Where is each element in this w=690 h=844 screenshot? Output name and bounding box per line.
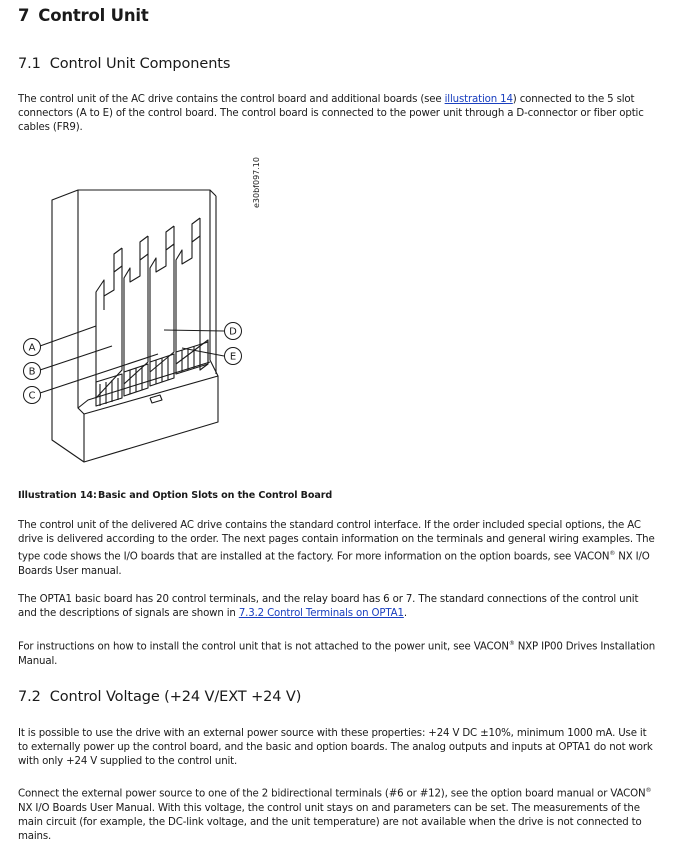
control-board-illustration xyxy=(0,150,300,485)
leader-line-a xyxy=(40,326,96,346)
paragraph-intro xyxy=(18,93,658,136)
chapter-title: Control Unit xyxy=(38,6,149,25)
paragraph-text: NX I/O Boards User Manual. With this voltage, the control unit stays on and parameters can be set. The measurements of the main circuit (for example, the DC-link voltage, and the unit temperature) are not available when the drive is not connected to mains. xyxy=(18,802,642,842)
board-slot-d xyxy=(176,236,200,364)
paragraph-text: It is possible to use the drive with an external power source with these properties: +24 V DC ±10%, minimum 1000 mA. Use it to externally power up the control board, and the basic and option boards. The analog outputs and inputs at OPTA1 do not work with only +24 V supplied to the control unit. xyxy=(18,728,653,768)
housing-outline xyxy=(52,190,218,462)
paragraph-text: For instructions on how to install the control unit that is not attached to the power unit, see VACON xyxy=(18,641,509,653)
chapter-heading xyxy=(18,6,149,25)
section-number: 7.1 xyxy=(18,56,41,72)
paragraph-text: The OPTA1 basic board has 20 control terminals, and the relay board has 6 or 7. The standard connections of the control unit and the descriptions of signals are shown in xyxy=(18,594,639,620)
paragraph-text: The control unit of the AC drive contains the control board and additional boards (see xyxy=(18,94,445,105)
callout-label-d: D xyxy=(229,326,237,338)
paragraph-external-power xyxy=(18,727,658,770)
paragraph-opta1 xyxy=(18,593,658,621)
caption-number: Illustration 14: xyxy=(18,490,97,501)
leader-line-d xyxy=(164,330,224,331)
section-number: 7.2 xyxy=(18,689,41,705)
leader-line-b xyxy=(40,346,112,370)
paragraph-text: NX I/O Boards User manual. xyxy=(18,551,650,577)
slot-connectors xyxy=(96,342,208,406)
callout-label-e: E xyxy=(229,351,237,363)
section-title: Control Voltage (+24 V/EXT +24 V) xyxy=(49,689,302,705)
board-slot-c xyxy=(150,244,174,372)
control-terminals-link[interactable]: 7.3.2 Control Terminals on OPTA1 xyxy=(238,608,404,620)
callout-label-a: A xyxy=(28,342,36,354)
registered-mark: ® xyxy=(645,787,652,794)
paragraph-text: . xyxy=(403,608,407,620)
leader-line-c xyxy=(40,354,158,393)
caption-text: Basic and Option Slots on the Control Board xyxy=(98,490,333,501)
paragraph-control-interface xyxy=(18,519,658,579)
section-title: Control Unit Components xyxy=(49,56,231,72)
paragraph-text: The control unit of the delivered AC drive contains the standard control interface. If the order included special options, the AC drive is delivered according to the order. The next pages contain information on the terminals and general wiring examples. The type code shows the I/O boards that are installed at the factory. For more information on the option boards, see VACON xyxy=(18,520,655,563)
callout-label-b: B xyxy=(28,366,36,378)
section-heading-7-1 xyxy=(18,56,230,72)
figure-code: e30bf097.10 xyxy=(252,157,261,208)
section-heading-7-2 xyxy=(18,689,301,705)
paragraph-text: Connect the external power source to one of the 2 bidirectional terminals (#6 or #12), see the option board manual or VACON xyxy=(18,788,646,800)
chapter-number: 7 xyxy=(18,6,30,25)
callout-label-c: C xyxy=(28,390,36,402)
paragraph-text: ) connected to the 5 slot connectors (A to E) of the control board. The control board is connected to the power unit through a D-connector or fiber optic cables (FR9). xyxy=(18,94,644,134)
paragraph-text: NXP IP00 Drives Installation Manual. xyxy=(18,641,656,667)
figure-caption xyxy=(18,490,332,501)
illustration-link[interactable]: illustration 14 xyxy=(444,94,513,105)
paragraph-connect-power xyxy=(18,784,658,844)
registered-mark: ® xyxy=(609,550,616,558)
registered-mark: ® xyxy=(508,640,515,647)
paragraph-install xyxy=(18,637,658,669)
